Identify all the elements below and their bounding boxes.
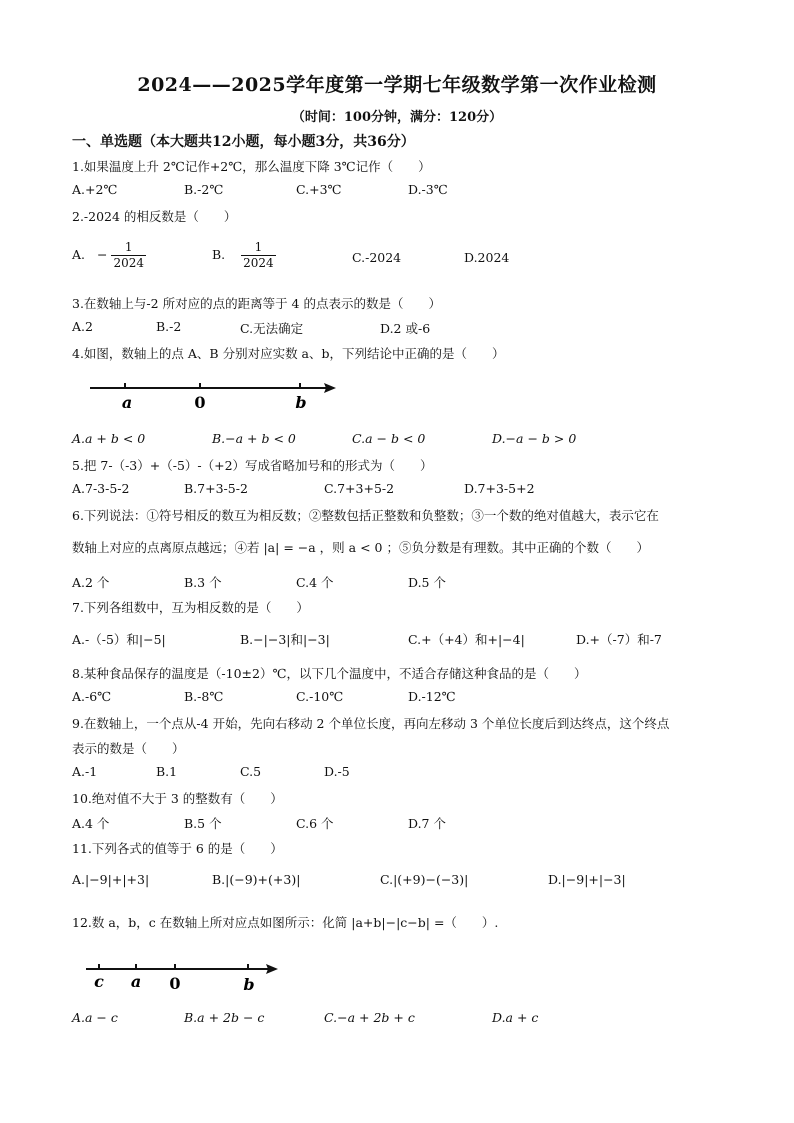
q11-option-b: B.|(−9)+(+3)| <box>212 872 301 887</box>
q4-option-b: B.−a + b < 0 <box>212 431 296 446</box>
question-5-stem: 5.把 7-（-3）+（-5）-（+2）写成省略加号和的形式为（ ） <box>72 458 433 473</box>
question-1-stem: 1.如果温度上升 2℃记作+2℃，那么温度下降 3℃记作（ ） <box>72 159 431 174</box>
question-4-stem: 4.如图，数轴上的点 A、B 分别对应实数 a、b，下列结论中正确的是（ ） <box>72 346 505 361</box>
denominator: 2024 <box>113 256 145 270</box>
question-6-line-1: 6.下列说法：①符号相反的数互为相反数；②整数包括正整数和负整数；③一个数的绝对值越大，表示它在 <box>72 508 659 523</box>
q2-option-a-label: A. <box>72 247 86 262</box>
axis-label-c: c <box>94 972 104 991</box>
q5-option-d: D.7+3-5+2 <box>464 481 535 496</box>
q6-option-d: D.5 个 <box>408 575 446 590</box>
minus-sign: − <box>97 247 108 262</box>
question-11-stem: 11.下列各式的值等于 6 的是（ ） <box>72 841 283 856</box>
q8-option-c: C.-10℃ <box>296 689 344 704</box>
fraction <box>111 240 146 271</box>
q2-option-c: C.-2024 <box>352 250 402 265</box>
q7-option-b: B.−|−3|和|−3| <box>240 632 330 647</box>
page-title: 2024——2025学年度第一学期七年级数学第一次作业检测 <box>137 74 657 96</box>
numerator: 1 <box>254 240 263 254</box>
q4-option-d: D.−a − b > 0 <box>492 431 577 446</box>
q7-option-d: D.+（-7）和-7 <box>576 632 662 647</box>
q8-option-b: B.-8℃ <box>184 689 224 704</box>
question-7-stem: 7.下列各组数中，互为相反数的是（ ） <box>72 600 309 615</box>
question-9-line-1: 9.在数轴上，一个点从-4 开始，先向右移动 2 个单位长度，再向左移动 3 个单位长度后到达终点，这个终点 <box>72 716 670 731</box>
axis-label-origin: 0 <box>194 393 206 412</box>
q5-option-c: C.7+3+5-2 <box>324 481 395 496</box>
q4-option-a: A.a + b < 0 <box>72 431 146 446</box>
q4-option-c: C.a − b < 0 <box>352 431 426 446</box>
q7-option-c: C.+（+4）和+|−4| <box>408 632 525 647</box>
question-2-stem: 2.-2024 的相反数是（ ） <box>72 209 237 224</box>
q11-option-a: A.|−9|+|+3| <box>72 872 150 887</box>
q2-option-d: D.2024 <box>464 250 510 265</box>
q1-option-c: C.+3℃ <box>296 182 342 197</box>
q9-option-d: D.-5 <box>324 764 350 779</box>
q5-option-b: B.7+3-5-2 <box>184 481 248 496</box>
section-heading: 一、单选题（本大题共12小题，每小题3分，共36分） <box>72 134 415 150</box>
denominator: 2024 <box>243 256 274 270</box>
axis-label-a: a <box>121 393 133 412</box>
axis-label-b: b <box>243 975 255 994</box>
number-line-figure-12 <box>82 961 286 995</box>
q10-option-a: A.4 个 <box>72 816 110 831</box>
q3-option-c: C.无法确定 <box>240 321 304 336</box>
question-12-stem: 12.数 a，b，c 在数轴上所对应点如图所示：化简 |a+b|−|c−b| =（ ）. <box>72 915 499 930</box>
q2-option-b <box>212 240 276 271</box>
question-9-line-2: 表示的数是（ ） <box>72 741 185 756</box>
q1-option-a: A.+2℃ <box>72 182 118 197</box>
q1-option-b: B.-2℃ <box>184 182 224 197</box>
q12-option-a: A.a − c <box>72 1010 118 1025</box>
q2-option-a <box>72 240 146 271</box>
q6-option-a: A.2 个 <box>72 575 110 590</box>
q12-option-b: B.a + 2b − c <box>184 1010 265 1025</box>
q8-option-d: D.-12℃ <box>408 689 456 704</box>
q7-option-a: A.-（-5）和|−5| <box>72 632 166 647</box>
q2-option-b-label: B. <box>212 247 226 262</box>
q9-option-c: C.5 <box>240 764 262 779</box>
q12-option-c: C.−a + 2b + c <box>324 1010 415 1025</box>
numerator: 1 <box>124 240 133 254</box>
q9-option-a: A.-1 <box>72 764 98 779</box>
q1-option-d: D.-3℃ <box>408 182 448 197</box>
q3-option-a: A.2 <box>72 319 93 334</box>
exam-info: （时间：100分钟，满分：120分） <box>291 110 503 125</box>
number-line-figure-4 <box>86 376 342 412</box>
q10-option-c: C.6 个 <box>296 816 334 831</box>
question-8-stem: 8.某种食品保存的温度是（-10±2）℃，以下几个温度中，不适合存储这种食品的是（ ） <box>72 666 587 681</box>
question-3-stem: 3.在数轴上与-2 所对应的点的距离等于 4 的点表示的数是（ ） <box>72 296 441 311</box>
q6-option-b: B.3 个 <box>184 575 222 590</box>
q3-option-d: D.2 或-6 <box>380 321 431 336</box>
q5-option-a: A.7-3-5-2 <box>72 481 130 496</box>
fraction <box>241 240 276 271</box>
q10-option-b: B.5 个 <box>184 816 222 831</box>
q9-option-b: B.1 <box>156 764 178 779</box>
q10-option-d: D.7 个 <box>408 816 446 831</box>
axis-label-a: a <box>130 972 142 991</box>
question-10-stem: 10.绝对值不大于 3 的整数有（ ） <box>72 791 283 806</box>
q8-option-a: A.-6℃ <box>72 689 112 704</box>
q6-option-c: C.4 个 <box>296 575 334 590</box>
q11-option-d: D.|−9|+|−3| <box>548 872 626 887</box>
question-6-line-2: 数轴上对应的点离原点越远；④若 |a| = −a ，则 a < 0 ；⑤负分数是有理数。其中正确的个数（ ） <box>72 540 649 555</box>
axis-label-b: b <box>295 393 307 412</box>
q12-option-d: D.a + c <box>492 1010 539 1025</box>
q11-option-c: C.|(+9)−(−3)| <box>380 872 469 887</box>
q3-option-b: B.-2 <box>156 319 182 334</box>
axis-label-origin: 0 <box>169 974 181 993</box>
